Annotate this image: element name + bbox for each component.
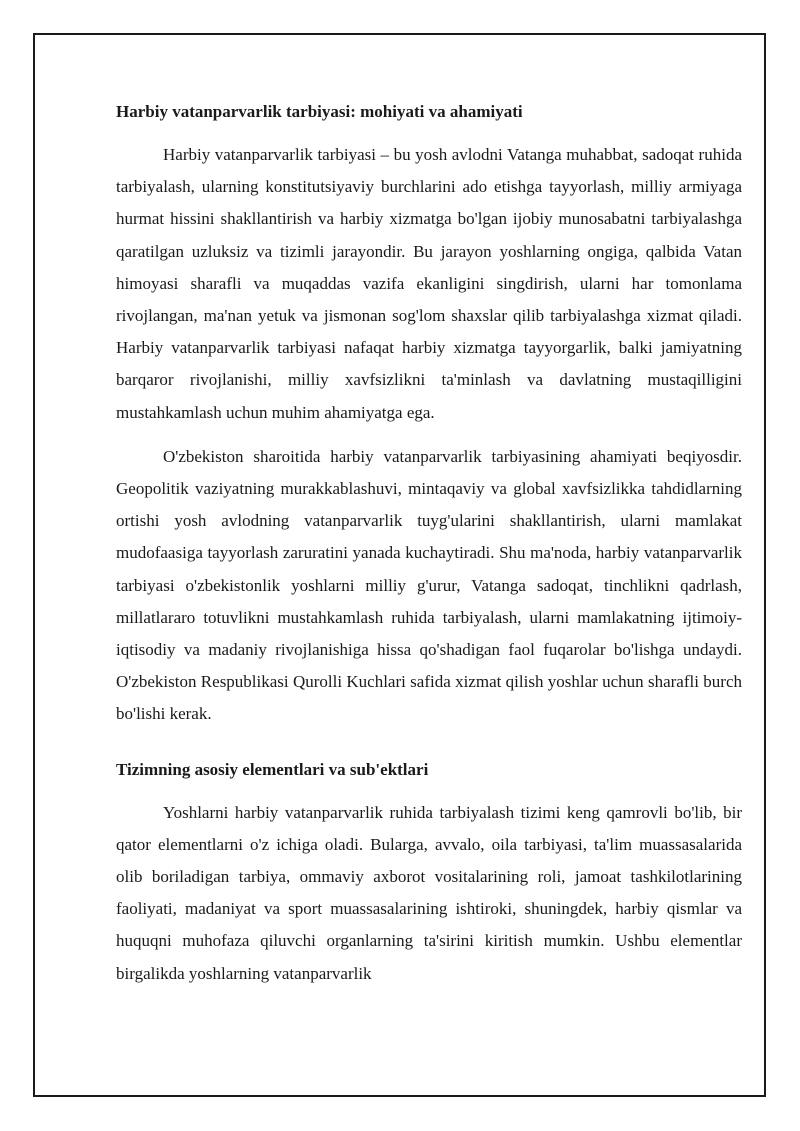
paragraph-uzbekistan-importance: O'zbekiston sharoitida harbiy vatanparvarlik tarbiyasining ahamiyati beqiyosdir. Geopolitik vaziyatning murakkablashuvi, mintaqaviy va global xavfsizlikka tahdidlarning ortishi yosh avlodning vatanparvarlik tuyg'ularini shakllantirish, ularni mamlakat mudofaasiga tayyorlash zaruratini yanada kuchaytiradi. Shu ma'noda, harbiy vatanparvarlik tarbiyasi o'zbekistonlik yoshlarni milliy g'urur, Vatanga sadoqat, tinchlikni qadrlash, millatlararo totuvlikni mustahkamlash ruhida tarbiyalash, ularni mamlakatning ijtimoiy-iqtisodiy va madaniy rivojlanishiga hissa qo'shadigan faol fuqarolar bo'lishga undaydi. O'zbekiston Respublikasi Qurolli Kuchlari safida xizmat qilish yoshlar uchun sharafli burch bo'lishi kerak. (116, 446, 742, 724)
section-heading-essence: Harbiy vatanparvarlik tarbiyasi: mohiyati va ahamiyati (116, 102, 523, 121)
section-heading-elements: Tizimning asosiy elementlari va sub'ektlari (116, 759, 429, 779)
paragraph-definition: Harbiy vatanparvarlik tarbiyasi – bu yosh avlodni Vatanga muhabbat, sadoqat ruhida tarbiyalash, ularning konstitutsiyaviy burchlarini ado etishga tayyorlash, milliy armiyaga hurmat hissini shakllantirish va harbiy xizmatga bo'lgan ijobiy munosabatni tarbiyalashga qaratilgan uzluksiz va tizimli jarayondir. Bu jarayon yoshlarning ongiga, qalbida Vatan himoyasi sharafli va muqaddas vazifa ekanligini singdirish, ularni har tomonlama rivojlangan, ma'nan yetuk va jismonan sog'lom shaxslar qilib tarbiyalashga xizmat qiladi. Harbiy vatanparvarlik tarbiyasi nafaqat harbiy xizmatga tayyorgarlik, balki jamiyatning barqaror rivojlanishi, milliy xavfsizlikni ta'minlash va davlatning mustaqilligini mustahkamlash uchun muhim ahamiyatga ega. (116, 145, 742, 422)
paragraph-system-elements: Yoshlarni harbiy vatanparvarlik ruhida tarbiyalash tizimi keng qamrovli bo'lib, bir qator elementlarni o'z ichiga oladi. Bularga, avvalo, oila tarbiyasi, ta'lim muassasalarida olib boriladigan tarbiya, ommaviy axborot vositalarining roli, jamoat tashkilotlarining faoliyati, madaniyat va sport muassasalarining ishtiroki, shuningdek, harbiy qismlar va huquqni muhofaza qiluvchi organlarning ta'sirini kiritish mumkin. Ushbu elementlar birgalikda yoshlarning vatanparvarlik (116, 802, 742, 983)
document-body (116, 96, 742, 990)
